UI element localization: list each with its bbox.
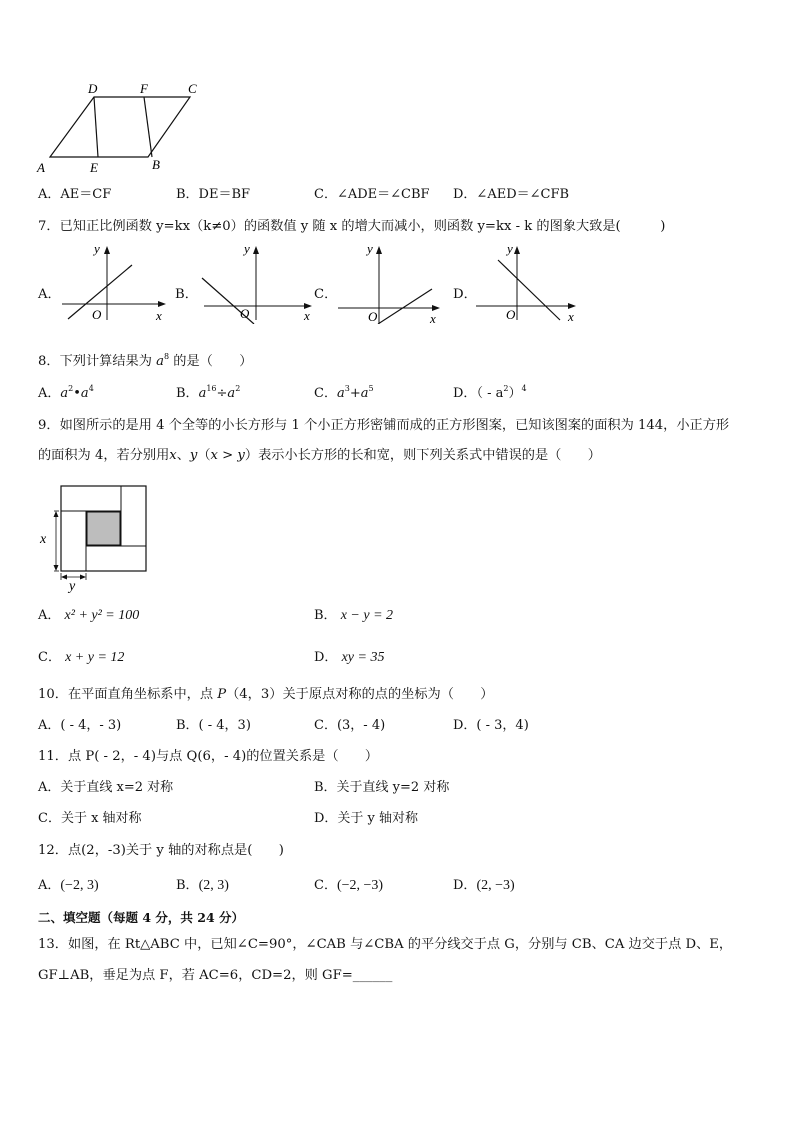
q6-option-a: A．AE＝CF	[38, 187, 112, 202]
q10-option-c: C．(3，- 4)	[314, 718, 386, 733]
segment-de	[94, 97, 98, 157]
q8-stem: 8．下列计算结果为 $a^8$ 的是（ ）	[38, 352, 253, 369]
label-d: D	[88, 81, 98, 96]
q9-option-b: B． x − y = 2	[314, 608, 394, 623]
q6-option-d: D．∠AED＝∠CFB	[453, 187, 570, 202]
q7-option-b-letter: B．	[175, 287, 198, 302]
q13-stem-line2: GF⊥AB，垂足为点 F，若 AC=6，CD=2，则 GF=______	[38, 968, 393, 983]
q7-graph-d-x-label: x	[568, 309, 574, 324]
small-square	[87, 512, 120, 545]
q7-stem: 7．已知正比例函数 y=kx（k≠0）的函数值 y 随 x 的增大而减小，则函数 y=kx - k 的图象大致是( )	[38, 219, 666, 234]
q12-option-b: B．(2, 3)	[176, 878, 229, 893]
q7-graph-c-origin: O	[368, 309, 378, 324]
q7-option-d-letter: D．	[453, 287, 477, 302]
q7-option-a-letter: A．	[38, 287, 61, 302]
q7-graph-b-origin: O	[240, 306, 250, 321]
section-title: 二、填空题（每题 4 分，共 24 分）	[38, 910, 245, 925]
q11-option-c: C．关于 x 轴对称	[38, 811, 142, 826]
fig-label-y: y	[69, 579, 76, 594]
q7-graph-c-y-label: y	[367, 241, 373, 256]
segment-bf	[144, 97, 152, 157]
q12-option-a: A．(−2, 3)	[38, 878, 99, 893]
q7-graph-a	[58, 240, 176, 324]
q8-option-a: A．$a^2•a^4$	[38, 384, 94, 401]
parallelogram-outline	[50, 97, 190, 157]
q7-graph-c-line	[378, 289, 432, 324]
q9-stem-line1: 9．如图所示的是用 4 个全等的小长方形与 1 个小正方形密铺而成的正方形图案，已知该图案的面积为 144，小正方形	[38, 418, 730, 433]
q7-graph-b-y-label: y	[244, 241, 250, 256]
q12-option-d: D．(2, −3)	[453, 878, 515, 893]
q12-option-c: C．(−2, −3)	[314, 878, 384, 893]
q7-graph-a-y-label: y	[94, 241, 100, 256]
fig-label-x: x	[40, 532, 47, 547]
label-b: B	[152, 157, 160, 172]
label-a: A	[37, 160, 45, 175]
q11-option-b: B．关于直线 y=2 对称	[314, 780, 450, 795]
label-f: F	[140, 81, 148, 96]
q8-option-d: D．（ - $a^2)^4$	[453, 384, 527, 401]
q7-graph-b-x-label: x	[304, 308, 310, 323]
label-e: E	[90, 160, 98, 175]
q7-graph-c-x-label: x	[430, 311, 436, 324]
q7-graph-c	[334, 240, 446, 324]
q7-graph-a-x-label: x	[156, 308, 162, 323]
q9-option-c: C． x + y = 12	[38, 650, 125, 665]
q7-graph-b	[198, 240, 318, 324]
q7-graph-d-origin: O	[506, 307, 516, 322]
q7-graph-d	[472, 240, 584, 324]
q6-option-b: B．DE＝BF	[176, 187, 251, 202]
q6-option-c: C．∠ADE＝∠CBF	[314, 187, 430, 202]
q13-stem-line1: 13．如图，在 Rt△ABC 中，已知∠C=90°，∠CAB 与∠CBA 的平分线交于点 G，分别与 CB、CA 边交于点 D、E，	[38, 937, 733, 952]
q7-graph-a-origin: O	[92, 307, 102, 322]
q10-option-a: A．( - 4，- 3)	[38, 718, 122, 733]
q11-option-a: A．关于直线 x=2 对称	[38, 780, 174, 795]
q10-stem: 10．在平面直角坐标系中，点 P（4，3）关于原点对称的点的坐标为（ ）	[38, 687, 494, 702]
parallelogram-figure	[34, 78, 204, 176]
q9-option-d: D． xy = 35	[314, 650, 385, 665]
q9-option-a: A． x² + y² = 100	[38, 608, 140, 623]
q12-stem: 12．点(2，-3)关于 y 轴的对称点是( )	[38, 843, 284, 858]
q8-option-c: C．$a^3+a^5$	[314, 384, 374, 401]
q10-option-b: B．( - 4，3)	[176, 718, 251, 733]
q11-option-d: D．关于 y 轴对称	[314, 811, 419, 826]
q7-option-c-letter: C．	[314, 287, 338, 302]
q10-option-d: D．( - 3，4)	[453, 718, 529, 733]
q9-stem-line2: 的面积为 4，若分别用x、y（x > y）表示小长方形的长和宽，则下列关系式中错误的是（ ）	[38, 448, 601, 463]
label-c: C	[188, 81, 197, 96]
q7-graph-d-y-label: y	[507, 241, 513, 256]
q11-stem: 11．点 P( - 2，- 4)与点 Q(6，- 4)的位置关系是（ ）	[38, 749, 379, 764]
tiling-square-figure	[36, 482, 152, 594]
q8-option-b: B．$a^{16}\div a^2$	[176, 384, 241, 401]
